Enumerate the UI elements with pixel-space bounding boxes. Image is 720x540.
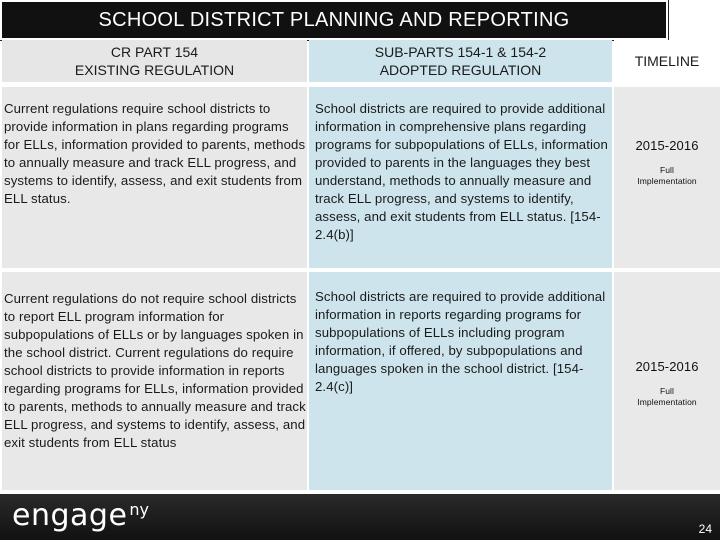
row2-existing-text: Current regulations do not require school districts to report ELL program information for subpopulations of ELLs or by languages spoken in the school district. Current regulations do require school districts to provide information in reports regarding programs for ELLs, information provided to parents, methods to annually measure and track ELL progress, and systems to identify, assess, and exit students from ELL status: [4, 291, 306, 450]
row1-existing-cell: [2, 87, 307, 268]
row1-existing-text: Current regulations require school districts to provide information in plans regarding programs for ELLs, information provided to parents, methods to annually measure and track ELL progress, and systems to identify, assess, and exit students from ELL status.: [4, 101, 306, 206]
logo-main-text: engage: [12, 498, 128, 533]
header-existing-line1: CR PART 154: [110, 44, 199, 60]
row2-timeline-note-line2: Implementation: [637, 397, 697, 407]
page-number: 24: [698, 522, 712, 536]
row2-timeline-note-line1: Full: [659, 386, 675, 396]
row1-timeline-cell: [614, 87, 720, 268]
row1-adopted-text: School districts are required to provide additional information in comprehensive plans regarding programs for subpopulations of ELLs, information provided to parents in the languages they best understand, methods to annually measure and track ELL progress, and systems to identify, assess, and exit students from ELL status. [154-2.4(b)]: [315, 101, 608, 242]
header-existing-line2: EXISTING REGULATION: [74, 62, 235, 78]
row1-timeline-note-line2: Implementation: [637, 176, 697, 186]
row2-timeline-note: [614, 386, 720, 408]
header-adopted-regulation: [309, 40, 612, 82]
row1-timeline-year: 2015-2016: [635, 138, 699, 153]
header-existing-regulation: [2, 40, 307, 82]
row1-adopted-cell: [309, 87, 612, 268]
header-timeline: [614, 40, 720, 82]
engageny-logo: [12, 498, 149, 534]
footer-bar: [0, 494, 720, 540]
row2-existing-cell: [2, 272, 307, 490]
header-adopted-line1: SUB-PARTS 154-1 & 154-2: [374, 44, 547, 60]
row2-timeline-cell: [614, 272, 720, 490]
row1-timeline-note-line1: Full: [659, 165, 675, 175]
header-adopted-line2: ADOPTED REGULATION: [379, 62, 542, 78]
page-title: SCHOOL DISTRICT PLANNING AND REPORTING: [0, 0, 668, 40]
row2-adopted-text: School districts are required to provide additional information in reports regarding programs for subpopulations of ELLs including program information, if offered, by subpopulations and languages spoken in the school district. [154-2.4(c)]: [315, 289, 606, 394]
row1-timeline-note: [614, 165, 720, 187]
row2-adopted-cell: [309, 272, 612, 490]
row2-timeline-year: 2015-2016: [635, 359, 699, 374]
header-timeline-label: TIMELINE: [634, 53, 700, 69]
logo-superscript: ny: [129, 500, 150, 519]
